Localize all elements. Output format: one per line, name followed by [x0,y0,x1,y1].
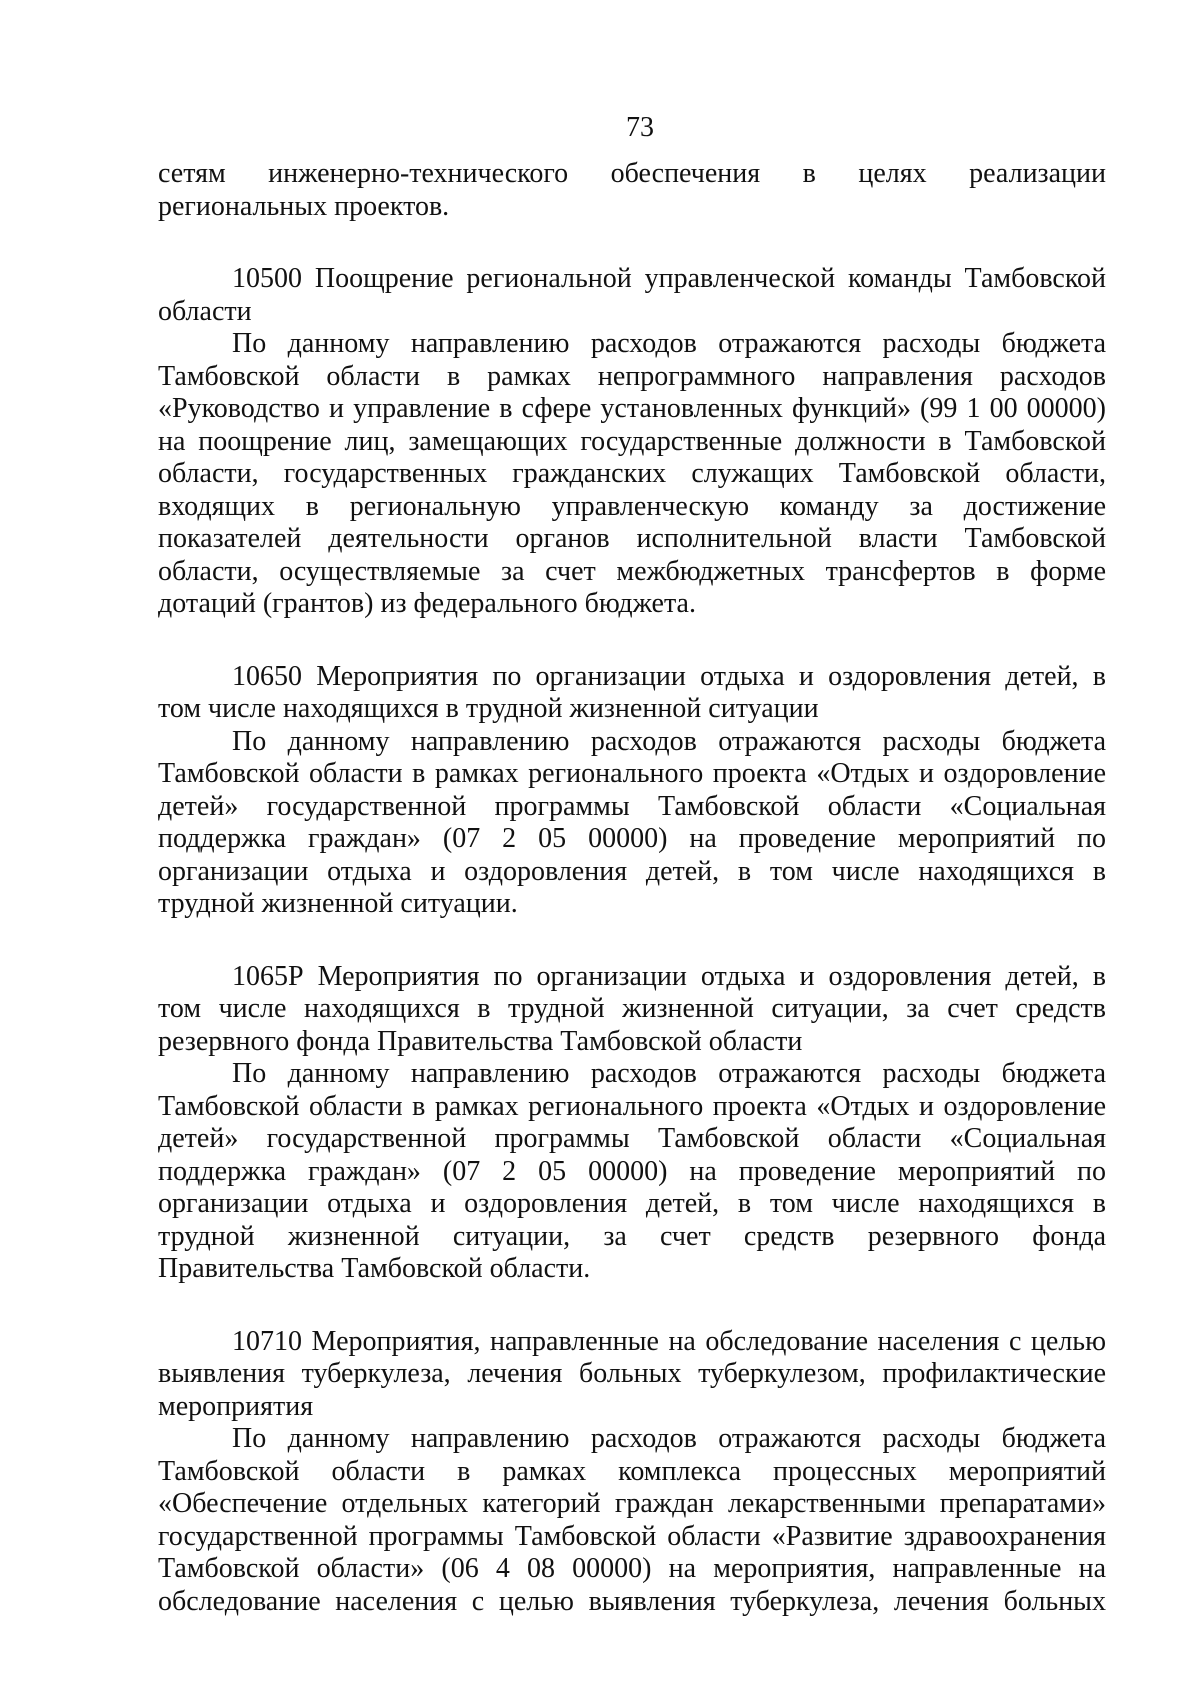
text-line: «Руководство и управление в сфере установленных функций» (99 1 00 00000) [158,393,1106,424]
text-line: области, осуществляемые за счет межбюджетных трансфертов в форме [158,555,1106,587]
section-10500 [158,263,1106,621]
text-line: выявления туберкулеза, лечения больных туберкулезом, профилактические [158,1358,1106,1389]
text-line: Тамбовской области в рамках комплекса процессных мероприятий [158,1455,1106,1487]
text-line: мероприятия [158,1390,314,1422]
text-line: Тамбовской области в рамках регионального проекта «Отдых и оздоровление [158,1090,1106,1122]
text-line: 10710 Мероприятия, направленные на обследование населения с целью [232,1325,1106,1357]
text-line: Тамбовской области в рамках непрограммного направления расходов [158,360,1106,392]
section-body [158,1423,1106,1618]
text-line: По данному направлению расходов отражаются расходы бюджета [232,725,1106,757]
text-line: трудной жизненной ситуации, за счет средств резервного фонда [158,1220,1106,1252]
section-heading [158,661,1106,726]
text-line: «Обеспечение отдельных категорий граждан лекарственными препаратами» [158,1488,1106,1519]
text-line: По данному направлению расходов отражаются расходы бюджета [232,328,1106,359]
text-line: на поощрение лиц, замещающих государственные должности в Тамбовской [158,425,1106,457]
text-line: дотаций (грантов) из федерального бюджета. [158,588,696,619]
text-line: области, государственных гражданских служащих Тамбовской области, [158,458,1106,489]
text-line: поддержка граждан» (07 2 05 00000) на проведение мероприятий по [158,1155,1106,1187]
section-heading [158,263,1106,328]
text-line: детей» государственной программы Тамбовской области «Социальная [158,790,1106,822]
text-line: организации отдыха и оздоровления детей, в том числе находящихся в [158,855,1106,887]
document-body [158,158,1106,1618]
section-heading [158,961,1106,1059]
text-line: Тамбовской области» (06 4 08 00000) на мероприятия, направленные на [158,1553,1106,1584]
text-line: 1065Р Мероприятия по организации отдыха и оздоровления детей, в [232,960,1106,992]
text-line: том числе находящихся в трудной жизненной ситуации [158,693,819,724]
section-body [158,328,1106,621]
text-line: 10500 Поощрение региональной управленческой команды Тамбовской [232,263,1106,294]
text-line: поддержка граждан» (07 2 05 00000) на проведение мероприятий по [158,823,1106,854]
text-line: По данному направлению расходов отражаются расходы бюджета [232,1423,1106,1454]
continuation-paragraph [158,158,1106,223]
text-line: входящих в региональную управленческую команду за достижение [158,490,1106,522]
text-line: сетям инженерно-технического обеспечения в целях реализации [158,158,1106,189]
text-line: Правительства Тамбовской области. [158,1253,591,1284]
section-body [158,1058,1106,1286]
page-number: 73 [626,112,654,143]
text-line: детей» государственной программы Тамбовской области «Социальная [158,1123,1106,1154]
text-line: области [158,295,252,327]
section-10650 [158,661,1106,921]
text-line: По данному направлению расходов отражаются расходы бюджета [232,1058,1106,1089]
section-heading [158,1326,1106,1424]
text-line: показателей деятельности органов исполнительной власти Тамбовской [158,523,1106,554]
section-10710 [158,1326,1106,1619]
text-line: региональных проектов. [158,190,450,222]
text-line: трудной жизненной ситуации. [158,888,518,919]
text-line: государственной программы Тамбовской области «Развитие здравоохранения [158,1520,1106,1552]
section-body [158,726,1106,921]
text-line: организации отдыха и оздоровления детей, в том числе находящихся в [158,1188,1106,1219]
text-line: Тамбовской области в рамках регионального проекта «Отдых и оздоровление [158,758,1106,789]
text-line: том числе находящихся в трудной жизненной ситуации, за счет средств [158,993,1106,1024]
text-line: 10650 Мероприятия по организации отдыха и оздоровления детей, в [232,660,1106,692]
section-1065p [158,961,1106,1286]
text-line: резервного фонда Правительства Тамбовской области [158,1025,803,1057]
text-line: обследование населения с целью выявления туберкулеза, лечения больных [158,1585,1106,1617]
